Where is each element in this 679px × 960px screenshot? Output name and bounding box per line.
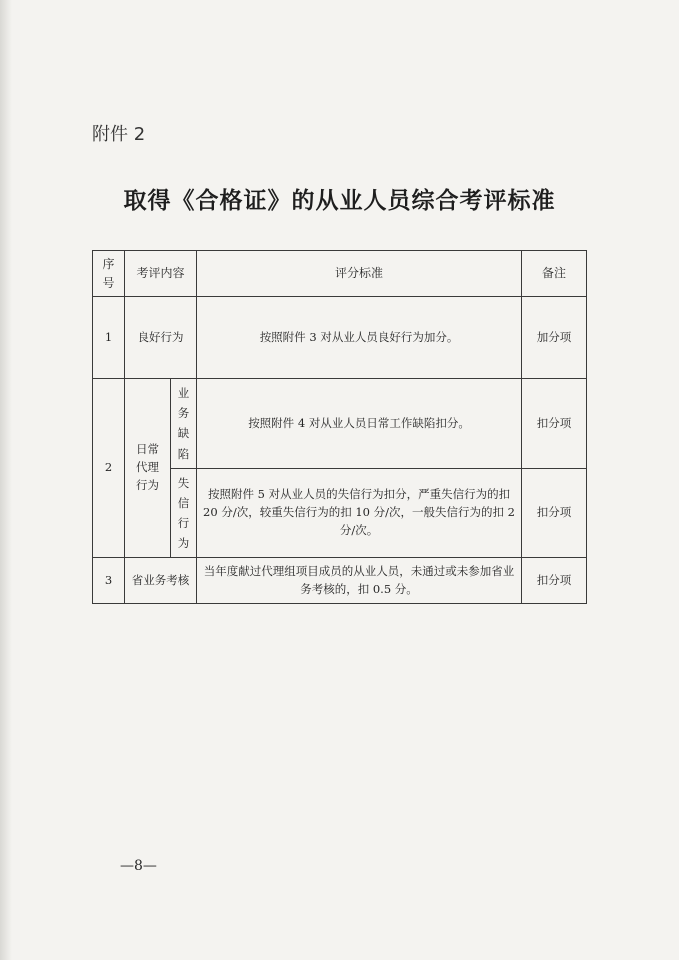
header-content: 考评内容	[125, 251, 197, 297]
vertical-char: 信	[177, 495, 190, 510]
row-criteria: 按照附件 5 对从业人员的失信行为扣分，严重失信行为的扣 20 分/次，较重失信行为的扣 10 分/次，一般失信行为的扣 2 分/次。	[197, 468, 522, 558]
vertical-char: 陷	[177, 446, 190, 461]
vertical-char: 为	[177, 536, 190, 551]
subcategory-vertical	[171, 379, 197, 469]
attachment-label: 附件 2	[92, 124, 146, 145]
page-number: —8—	[120, 858, 157, 874]
table-row	[93, 558, 587, 604]
table-header-row	[93, 251, 587, 297]
table-row	[93, 379, 587, 469]
row-content: 良好行为	[125, 297, 197, 379]
vertical-char: 业	[177, 386, 190, 401]
row-no: 3	[93, 558, 125, 604]
row-content: 省业务考核	[125, 558, 197, 604]
row-remark: 扣分项	[522, 468, 587, 558]
scan-edge	[0, 0, 12, 960]
vertical-char: 缺	[177, 426, 190, 441]
vertical-char: 行	[177, 515, 190, 530]
row-content: 日常代理行为	[125, 379, 171, 558]
evaluation-table	[92, 250, 587, 604]
row-no: 2	[93, 379, 125, 558]
row-remark: 扣分项	[522, 558, 587, 604]
row-criteria: 当年度献过代理组项目成员的从业人员，未通过或未参加省业务考核的，扣 0.5 分。	[197, 558, 522, 604]
header-criteria: 评分标准	[197, 251, 522, 297]
vertical-char: 失	[177, 475, 190, 490]
header-remark: 备注	[522, 251, 587, 297]
vertical-char: 务	[177, 406, 190, 421]
row-remark: 扣分项	[522, 379, 587, 469]
row-criteria: 按照附件 3 对从业人员良好行为加分。	[197, 297, 522, 379]
row-no: 1	[93, 297, 125, 379]
document-title: 取得《合格证》的从业人员综合考评标准	[123, 188, 556, 214]
header-no: 序号	[93, 251, 125, 297]
table-row	[93, 297, 587, 379]
row-remark: 加分项	[522, 297, 587, 379]
row-criteria: 按照附件 4 对从业人员日常工作缺陷扣分。	[197, 379, 522, 469]
subcategory-vertical	[171, 468, 197, 558]
